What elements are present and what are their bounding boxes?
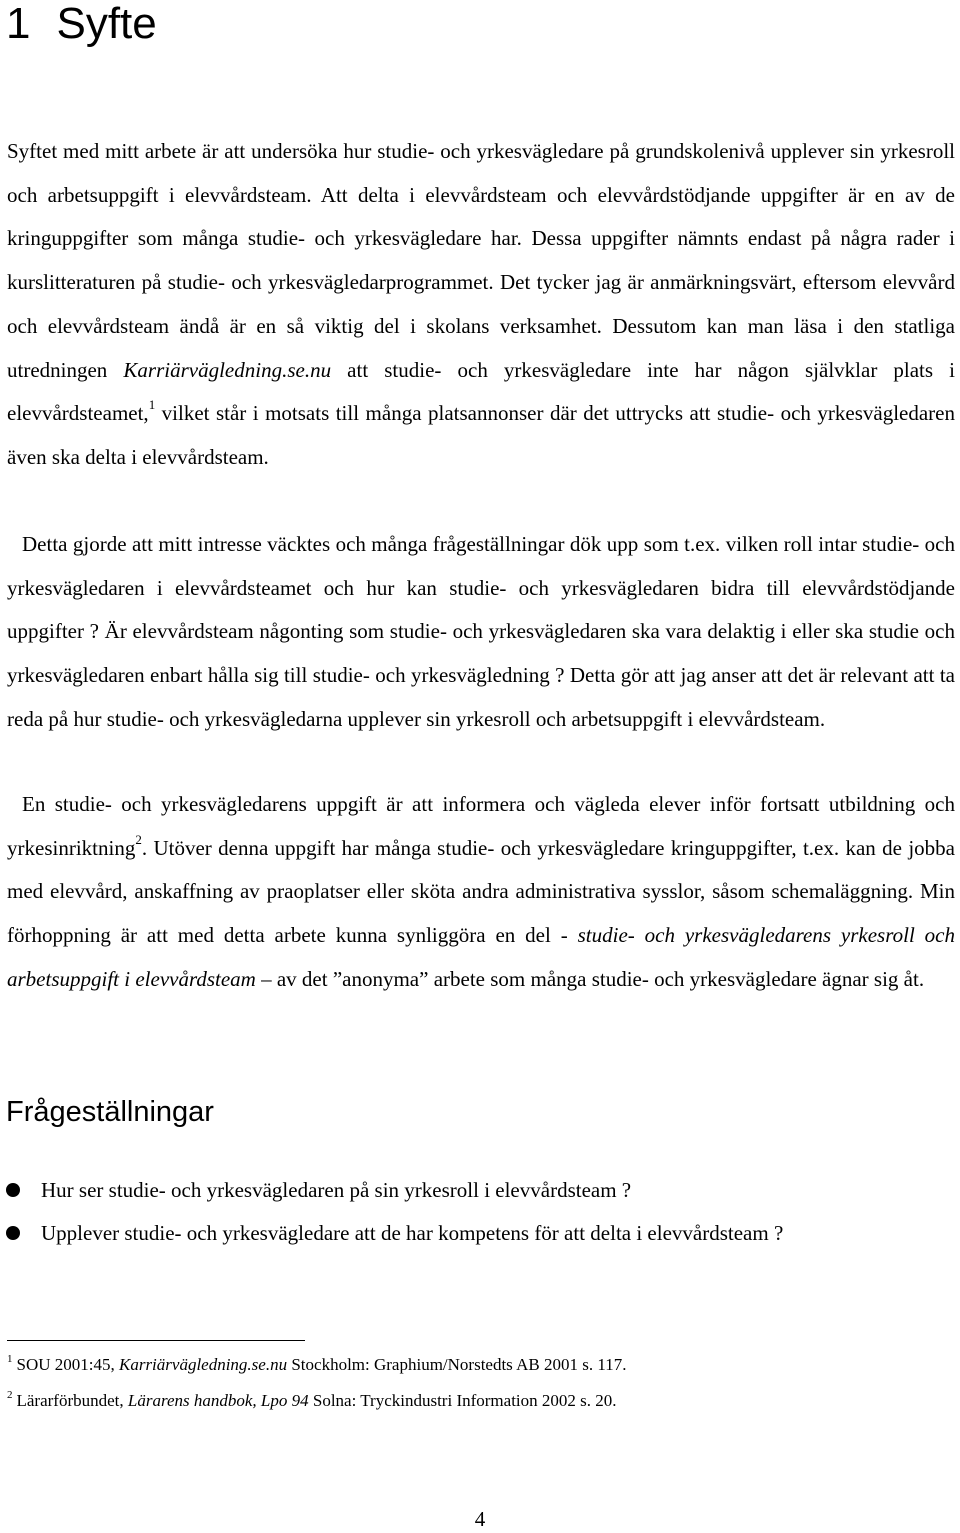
section-title: Syfte: [56, 0, 157, 48]
cited-title: Lärarens handbok, Lpo 94: [127, 1391, 309, 1410]
report-title: Karriärvägledning.se.nu: [123, 357, 332, 382]
text-run: Detta gjorde att mitt intresse väcktes och många frågeställningar dök upp som t.ex. vilken roll intar studie- och yrkesvägledaren i elevvårdsteamet och hur kan studie- och yrkesvägledaren bidra till elevvårdstödjande uppgifter ? Är elevvårdsteam någonting som studie- och yrkesvägledaren ska vara delaktig i eller ska studie och yrkesvägledaren enbart hålla sig till studie- och yrkesvägledning ? Detta gör att jag anser att det är relevant att ta reda på hur studie- och yrkesvägledarna upplever sin yrkesroll och arbetsuppgift i elevvårdsteam.: [7, 532, 955, 731]
bullet-icon: [6, 1226, 20, 1240]
italic-phrase: studie- och yrkesvägledarens yrkesroll och arbetsuppgift i elevvårdsteam –: [7, 923, 955, 991]
paragraph-interest: [7, 523, 955, 742]
text-run: . Utöver denna uppgift har många studie- och yrkesvägledare kringuppgifter, t.ex. kan de jobba med elevvård, anskaffning av praoplatser eller sköta andra administrativa sysslor, såsom schemaläggning. Min förhoppning är att med detta arbete kunna synliggöra en del -: [7, 835, 955, 948]
subheading-questions: Frågeställningar: [6, 1096, 214, 1128]
text-run: SOU 2001:45,: [16, 1355, 119, 1374]
question-item: [0, 1169, 783, 1212]
text-run: vilket står i motsats till många platsannonser där det uttrycks att studie- och yrkesvägledaren även ska delta i elevvårdsteam.: [7, 401, 955, 469]
text-run: Stockholm: Graphium/Norstedts AB 2001 s. 117.: [287, 1355, 627, 1374]
paragraph-purpose: [7, 130, 955, 480]
footnote-number: 1: [7, 1353, 13, 1365]
text-run: Solna: Tryckindustri Information 2002 s. 20.: [308, 1391, 617, 1410]
text-run: att studie- och yrkesvägledare inte har någon självklar plats i elevvårdsteamet,: [7, 357, 955, 426]
text-run: Syftet med mitt arbete är att undersöka hur studie- och yrkesvägledare på grundskolenivå upplever sin yrkesroll och arbetsuppgift i elevvårdsteam. Att delta i elevvårdsteam och elevvårdstödjande uppgifter är en av de kringuppgifter som många studie- och yrkesvägledare har. Dessa uppgifter nämnts endast på några rader i kurslitteraturen på studie- och yrkesvägledarprogrammet. Det tycker jag är anmärkningsvärt, eftersom elevvård och elevvårdsteam ändå är en så viktig del i skolans verksamhet. Dessutom kan man läsa i den statliga utredningen: [7, 139, 955, 382]
paragraph-role: [7, 783, 955, 1002]
page-number: 4: [474, 1507, 486, 1531]
question-text: Upplever studie- och yrkesvägledare att de har kompetens för att delta i elevvårdsteam ?: [41, 1221, 784, 1245]
bullet-icon: [6, 1183, 20, 1197]
question-item: [0, 1212, 783, 1255]
section-heading: [6, 0, 157, 54]
footnote-ref: 1: [148, 397, 156, 413]
text-run: av det ”anonyma” arbete som många studie- och yrkesvägledare ägnar sig åt.: [271, 966, 925, 991]
footnote: [7, 1352, 626, 1378]
footnote-separator: [7, 1340, 305, 1341]
question-list: [0, 1169, 783, 1255]
question-text: Hur ser studie- och yrkesvägledaren på sin yrkesroll i elevvårdsteam ?: [41, 1178, 632, 1202]
text-run: En studie- och yrkesvägledarens uppgift är att informera och vägleda elever inför fortsatt utbildning och yrkesinriktning: [7, 792, 955, 860]
cited-title: Karriärvägledning.se.nu: [118, 1355, 288, 1374]
footnote: [7, 1388, 617, 1414]
footnote-number: 2: [7, 1389, 13, 1401]
section-number: 1: [6, 0, 31, 48]
text-run: Lärarförbundet,: [16, 1391, 128, 1410]
footnote-ref: 2: [135, 831, 142, 847]
